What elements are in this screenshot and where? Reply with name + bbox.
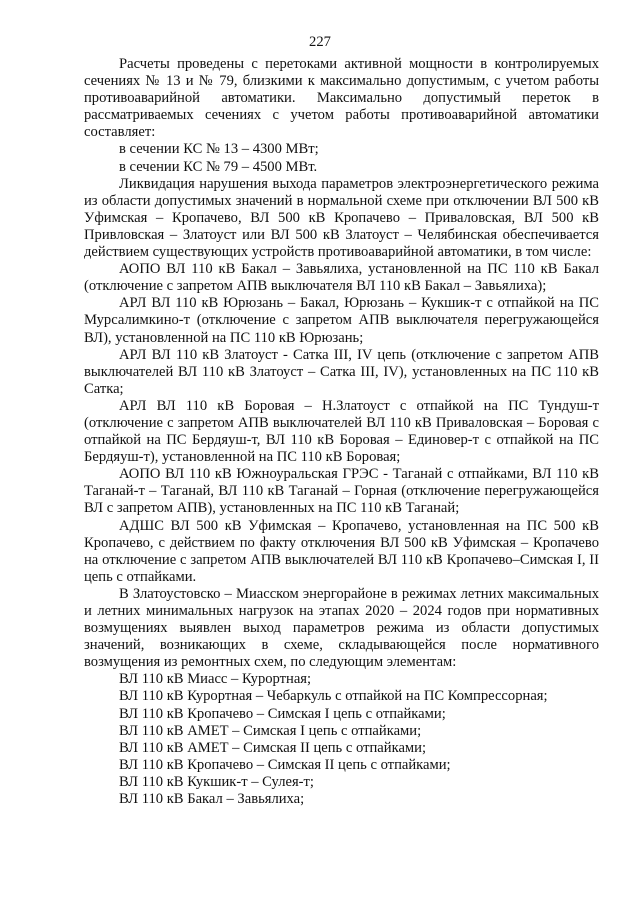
page-number: 227 xyxy=(309,34,331,50)
section-limit-item: в сечении КС № 79 – 4500 МВт. xyxy=(119,158,318,175)
list-item: ВЛ 110 кВ АМЕТ – Симская I цепь с отпайками; xyxy=(119,722,422,739)
section-limit-item: в сечении КС № 13 – 4300 МВт; xyxy=(119,141,319,158)
list-item: ВЛ 110 кВ Кропачево – Симская II цепь с отпайками; xyxy=(119,756,451,773)
paragraph: Ликвидация нарушения выхода параметров электроэнергетического режима из области допустимых значений в нормальной схеме при отключении ВЛ 500 кВ Уфимская – Кропачево, ВЛ 500 кВ Кропачево – Приваловская, ВЛ 500 кВ Привловская – Златоуст или ВЛ 500 кВ Златоуст – Челябинская обеспечивается действием существующих устройств противоаварийной автоматики, в том числе: xyxy=(84,175,599,261)
paragraph: АОПО ВЛ 110 кВ Бакал – Завьялиха, установленной на ПС 110 кВ Бакал (отключение с запретом АПВ выключателя ВЛ 110 кВ Бакал – Завьялиха); xyxy=(84,261,599,295)
paragraph: АРЛ ВЛ 110 кВ Златоуст - Сатка III, IV цепь (отключение с запретом АПВ выключателей ВЛ 110 кВ Златоуст – Сатка III, IV), установленных на ПС 110 кВ Сатка; xyxy=(84,346,599,397)
list-item: ВЛ 110 кВ Кукшик-т – Сулея-т; xyxy=(119,773,314,790)
paragraph: Расчеты проведены с перетоками активной мощности в контролируемых сечениях № 13 и № 79, близкими к максимально допустимым, с учетом работы противоаварийной автоматики. Максимально допустимый переток в рассматриваемых сечениях с учетом работы противоаварийной автоматики составляет: xyxy=(84,56,599,141)
paragraph: АОПО ВЛ 110 кВ Южноуральская ГРЭС - Таганай с отпайками, ВЛ 110 кВ Таганай-т – Таганай, ВЛ 110 кВ Таганай – Горная (отключение перегружающейся ВЛ с запретом АПВ), установленных на ПС 110 кВ Таганай; xyxy=(84,466,599,517)
list-item: ВЛ 110 кВ Кропачево – Симская I цепь с отпайками; xyxy=(119,705,446,722)
paragraph: В Златоустовско – Миасском энергорайоне в режимах летних максимальных и летних минимальных нагрузок на этапах 2020 – 2024 годов при нормативных возмущениях выявлен выход параметров режима из области допустимых значений, возникающих в схеме, складывающейся после нормативного возмущения из ремонтных схем, по следующим элементам: xyxy=(84,585,599,671)
document-body xyxy=(84,56,599,808)
paragraph: АДШС ВЛ 500 кВ Уфимская – Кропачево, установленная на ПС 500 кВ Кропачево, с действием по факту отключения ВЛ 500 кВ Уфимская – Кропачево на отключение с запретом АПВ выключателей ВЛ 110 кВ Кропачево–Симская I, II цепь с отпайками. xyxy=(84,517,599,585)
list-item: ВЛ 110 кВ АМЕТ – Симская II цепь с отпайками; xyxy=(119,739,427,756)
list-item: ВЛ 110 кВ Курортная – Чебаркуль с отпайкой на ПС Компрессорная; xyxy=(119,688,548,705)
list-item: ВЛ 110 кВ Бакал – Завьялиха; xyxy=(119,791,305,808)
paragraph: АРЛ ВЛ 110 кВ Юрюзань – Бакал, Юрюзань – Кукшик-т с отпайкой на ПС Мурсалимкино-т (отключение с запретом АПВ выключателя перегружающейся ВЛ), установленной на ПС 110 кВ Юрюзань; xyxy=(84,295,599,346)
list-item: ВЛ 110 кВ Миасс – Курортная; xyxy=(119,671,312,688)
paragraph: АРЛ ВЛ 110 кВ Боровая – Н.Златоуст с отпайкой на ПС Тундуш-т (отключение с запретом АПВ выключателей ВЛ 110 кВ Приваловская – Боровая с отпайкой на ПС Бердяуш-т, ВЛ 110 кВ Боровая – Единовер-т с отпайкой на ПС Бердяуш-т), установленной на ПС 110 кВ Боровая; xyxy=(84,397,599,466)
